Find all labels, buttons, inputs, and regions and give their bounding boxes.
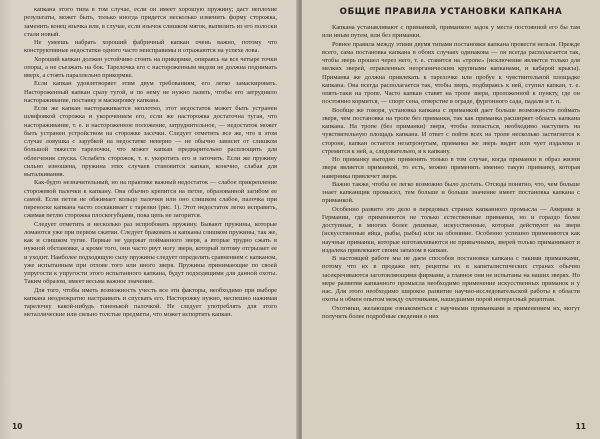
right-page [302, 0, 600, 439]
page-edge-shadow [0, 0, 12, 439]
paragraph: капкана этого типа в том случае, если он имеет хорошую пружину; даст неплохие результаты, может быть, только иногда придется несколько изменить форму сторожка, заменить конец язычка или, в случае, если язычок слишком мягок, выпилить из его полоски стали новый. [24, 6, 277, 38]
left-page-text [24, 6, 277, 320]
paragraph: Хороший капкан должен устойчиво стоять на прикормке, опираясь на все четыре точки опоры, а не съезжать на бок. Тарелочка его с настороженным видом не должна поднимать вверх, а стоять параллельно прикормке. [24, 55, 277, 79]
paragraph: Охотники, желающие ознакомиться с научными приманками и применением их, могут получить более подробные сведения о них [322, 304, 580, 320]
paragraph: Капкана устанавливают с приманкой, приманкою задок у места постоянной его бы там или иным путем, или без приманки. [322, 24, 580, 40]
paragraph: Вообще же говоря, установка капкана с приманкой дает больше возможности поймать зверя, чем постановка на тропе без приманки, так как приманка расширяет область капкана капкана. На тропе (без приманки) зверя, чтобы попасться, необходимо наступить на чувствительную площадь капкана. И ответ с пойти всех на тропе несколько застигнется к стороне, капкан остается незатронутым, приманка же зверь видит или чует издалека и стремится к ней, а, следовательно, и к капкану. [322, 106, 580, 155]
paragraph: Особенно развито это дело в передовых странах капканного промысла — Америке и Германии, где применяются не только естественные приманки, но и гораздо более доступные, в многих более дешевые, искусственные, которые действуют на зверя (искусственные яйца, рыбы, рыбы) или на обоняние. Особенно успешно применяются как научные приманки, которые изготавливаются не привычными, зверей только приманивают и издалека привлекают своим запахом в капкан. [322, 205, 580, 254]
right-page-text [322, 24, 580, 321]
paragraph: Но приманку выгодно применять только в том случае, когда приманки в образ жизни зверя является приманкой, то есть, можно применять именно такую приманку, которая наверника привлечет зверя. [322, 156, 580, 180]
paragraph: Важно также, чтобы ее легко возможно было достать. Отсюда понятно, что, чем больше знает капканщик промысел, тем больше и больше значение имеет постановка капкана с приманкой. [322, 180, 580, 205]
paragraph: Если же капкан настораживается неплотно, этот недостаток может быть устранен шлифовкой сторожка и укорочением его, если же насторожка достаточна тугая, что настораживание, т. е. и настороженное положение, затруднительное, — недостаток может быть устранен устройством на сторожке засечки. Следует отметить все же, что в этом случае ловушка с зарубкой на недостатке неверно — не обычно зависит от слишком большой тяжести тарелочки, что может капкан предварительно расплющить для облегчения спуска. Ослабеть сторожок, т. е. укоротить его и заточить. Если же пружину сильно изношена, пружина этих случаев становится капкан, конечно, слабая для выталкивания. [24, 105, 277, 178]
paragraph: Если капкан удовлетворяет этим двум требованиям, его легко замаскировать. Настороженный капкан сразу тугой, и по нему не нужно лазить, чтобы его затруднило настораживание, поставку и маскировку капкана. [24, 80, 277, 104]
paragraph: В настоящей работе мы не даем способов постановки капкана с такими приманками, потому что их в продаже нет, рецепты их в капиталистических странах обычно засекречиваются заготовляющими фирмами, а главное они не испытаны на наших зверях. Но мере развития капканного промысла необходимо применение искусственных приманок и у нас. Для этого необходимо широкое развитие научно-исследовательской работы в области охоты и обмен опытом между охотниками, нашедшими порой интересный рецептам. [322, 255, 580, 304]
page-number: 10 [12, 422, 23, 431]
paragraph: Как-будто незначительный, но на практике важный недостаток — слабое прикрепление сторожевой палочки к капкану. Она обычно крепится на петле, образованной загибом ее самой. Если петля не обжимает кольцо палочки или оно слишком слабое, палочка при переноске капкана часто соскакивает с тарелки (рис. 1). Этот недостаток легко исправить, сжимая петлю сторожка плоскогубцами, пока цепь не загорится. [24, 179, 277, 220]
page-number: 11 [575, 422, 586, 431]
paragraph: Для того, чтобы иметь возможность учесть все эти факторы, необходимо при выборе капкана неоднократно настраивать и спускать его. Насторожку нужно, неспешно нажимая тарелочку какой-нибудь тоненькой палочкой. Не следует употреблять для этого металлические или сильно толстые предметы, что может испортить капкан. [24, 286, 277, 319]
paragraph: Следует отметить и несколько раз испробовать пружину. Бывают пружины, которые ломаются уже при первом сжатии. Следует браковать и капканы слишком пружины, так же, как и слишком тугие. Первые не удержат пойманного зверя, а вторые трудно сжать в нужной обстановке, а кроме того, они часто рвут ногу зверя, который потому отгрызает ее и уходит. Наиболее подходящую силу пружины следует определять сравнением с капканом, уже испытанным при отлове того или иного зверя. Пружины принимающие по своей упругости к упругости этого испытанного капкана, будут подходящими для данной охоты. Таким образом, имеет весьма важное значение. [24, 220, 277, 286]
section-heading: ОБЩИЕ ПРАВИЛА УСТАНОВКИ КАПКАНА [339, 7, 563, 17]
paragraph: Ровнее правила между этими двумя типами постановки капкана провести нельзя. Прежде всего, сама постановка капкана в обоих случаях одинакова — он всегда располагается так, чтобы зверь прошел через него, т. е. ставится на «тропе» (исключение является только для мелких зверей, отравленных неорганическим крупными капканами, и кабарой крысы). Приманка же должна привлекать к тарелочке или пробуе к чувствительной площадке капкана. Она всегда располагается так, чтобы зверь, подбираясь к ней, ступил капкан, т. е. опять-таки на тропе. Часто капкан ставят на тропе зверя, проложенной к пункту, где он постоянно кормится, — спорт сена, отверстие в ограде, фургонного сада, падали и т. п. [322, 40, 580, 106]
left-page [0, 0, 298, 439]
paragraph: Не умеешь набрать хороший фабричный капкан очень важно, потому что конструктивные недостатки одного часто неисправимы и отражаются на успехе лова. [24, 39, 277, 55]
